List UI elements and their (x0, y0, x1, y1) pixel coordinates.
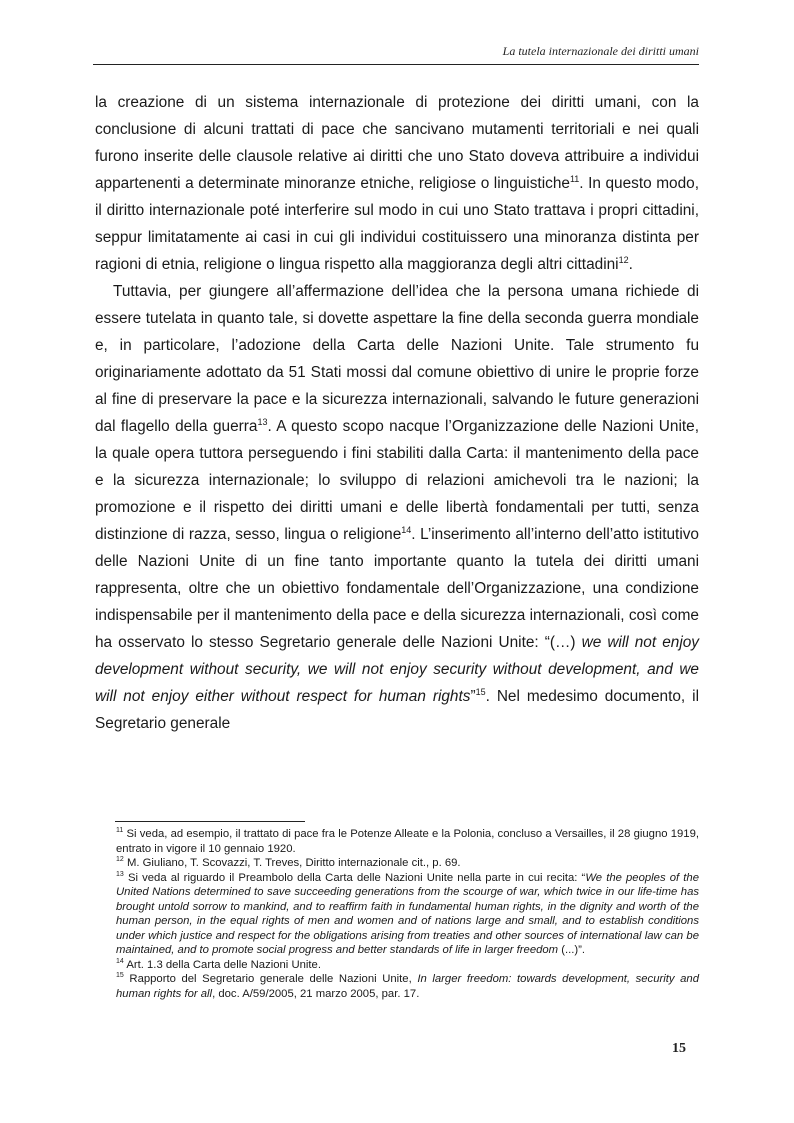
footnote-12: $^{12}$ M. Giuliano, T. Scovazzi, T. Treves, Diritto internazionale cit., p. 69. (116, 856, 461, 869)
quotation: we will not enjoy development without security, we will not enjoy security without development, and we will not enjoy either without respect for human rights (95, 634, 699, 705)
page-number: 15 (672, 1041, 686, 1056)
header-rule (93, 64, 699, 65)
footnote-14: $^{14}$ Art. 1.3 della Carta delle Nazioni Unite. (116, 957, 321, 971)
main-text (95, 89, 699, 737)
footnote-15: $^{15}$ Rapporto del Segretario generale delle Nazioni Unite, In larger freedom: towards development, security and human rights for all, doc. A/59/2005, 21 marzo 2005, par. 17. (116, 972, 699, 1000)
paragraph-1: la creazione di un sistema internazionale di protezione dei diritti umani, con la conclusione di alcuni trattati di pace che sancivano mutamenti territoriali e nei quali furono inserite delle clausole relative ai diritti che uno Stato doveva attribuire a individui appartenenti a determinate minoranze etniche, religiose o linguistiche$^{11}$. In questo modo, il diritto internazionale poté interferire sul modo in cui uno Stato trattava i propri cittadini, seppur limitatamente ai casi in cui gli individui costituissero una minoranza distinta per ragioni di etnia, religione o lingua rispetto alla maggioranza degli altri cittadini$^{12}$. (95, 94, 699, 273)
paragraph-2: Tuttavia, per giungere all’affermazione dell’idea che la persona umana richiede di essere tutelata in quanto tale, si dovette aspettare la fine della seconda guerra mondiale e, in particolare, l’adozione della Carta delle Nazioni Unite. Tale strumento fu originariamente adottato da 51 Stati mossi dal comune obiettivo di unire le proprie forze al fine di preservare la pace e la sicurezza internazionali, salvando le future generazioni dal flagello della guerra$^{13}$. A questo scopo nacque l’Organizzazione delle Nazioni Unite, la quale opera tuttora perseguendo i fini stabiliti dalla Carta: il mantenimento della pace e la sicurezza internazionale; lo sviluppo di relazioni amichevoli tra le nazioni; la promozione e il rispetto dei diritti umani e delle libertà fondamentali per tutti, senza distinzione di razza, sesso, lingua o religione$^{14}$. L’inserimento all’interno dell’atto istitutivo delle Nazioni Unite di un fine tanto importante quanto la tutela dei diritti umani rappresenta, oltre che un obiettivo fondamentale dell’Organizzazione, una condizione indispensabile per il mantenimento della pace e della sicurezza internazionali, così come ha osservato lo stesso Segretario generale delle Nazioni Unite: “(…) we will not enjoy development without security, we will not enjoy security without development, and we will not enjoy either without respect for human rights”$^{15}$. Nel medesimo documento, il Segretario generale (95, 283, 699, 732)
running-header: La tutela internazionale dei diritti umani (502, 44, 699, 58)
footnote-separator (115, 821, 305, 822)
footnote-ref-14: 14 (401, 524, 412, 535)
footnote-ref-12: 12 (618, 254, 629, 265)
footnote-ref-11: 11 (569, 173, 580, 184)
footnote-ref-13: 13 (257, 416, 268, 427)
footnote-ref-15: 15 (475, 686, 486, 697)
footnotes (116, 827, 699, 1001)
footnote-11: $^{11}$ Si veda, ad esempio, il trattato di pace fra le Potenze Alleate e la Polonia, concluso a Versailles, il 28 giugno 1919, entrato in vigore il 10 gennaio 1920. (116, 827, 699, 855)
footnote-13: $^{13}$ Si veda al riguardo il Preambolo della Carta delle Nazioni Unite nella parte in cui recita: “We the peoples of the United Nations determined to save succeeding generations from the scourge of war, which twice in our life-time has brought untold sorrow to mankind, and to reaffirm faith in fundamental human rights, in the dignity and worth of the human person, in the equal rights of men and women and of nations large and small, and to establish conditions under which justice and respect for the obligations arising from treaties and other sources of international law can be maintained, and to promote social progress and better standards of life in larger freedom (...)”. (116, 870, 699, 956)
